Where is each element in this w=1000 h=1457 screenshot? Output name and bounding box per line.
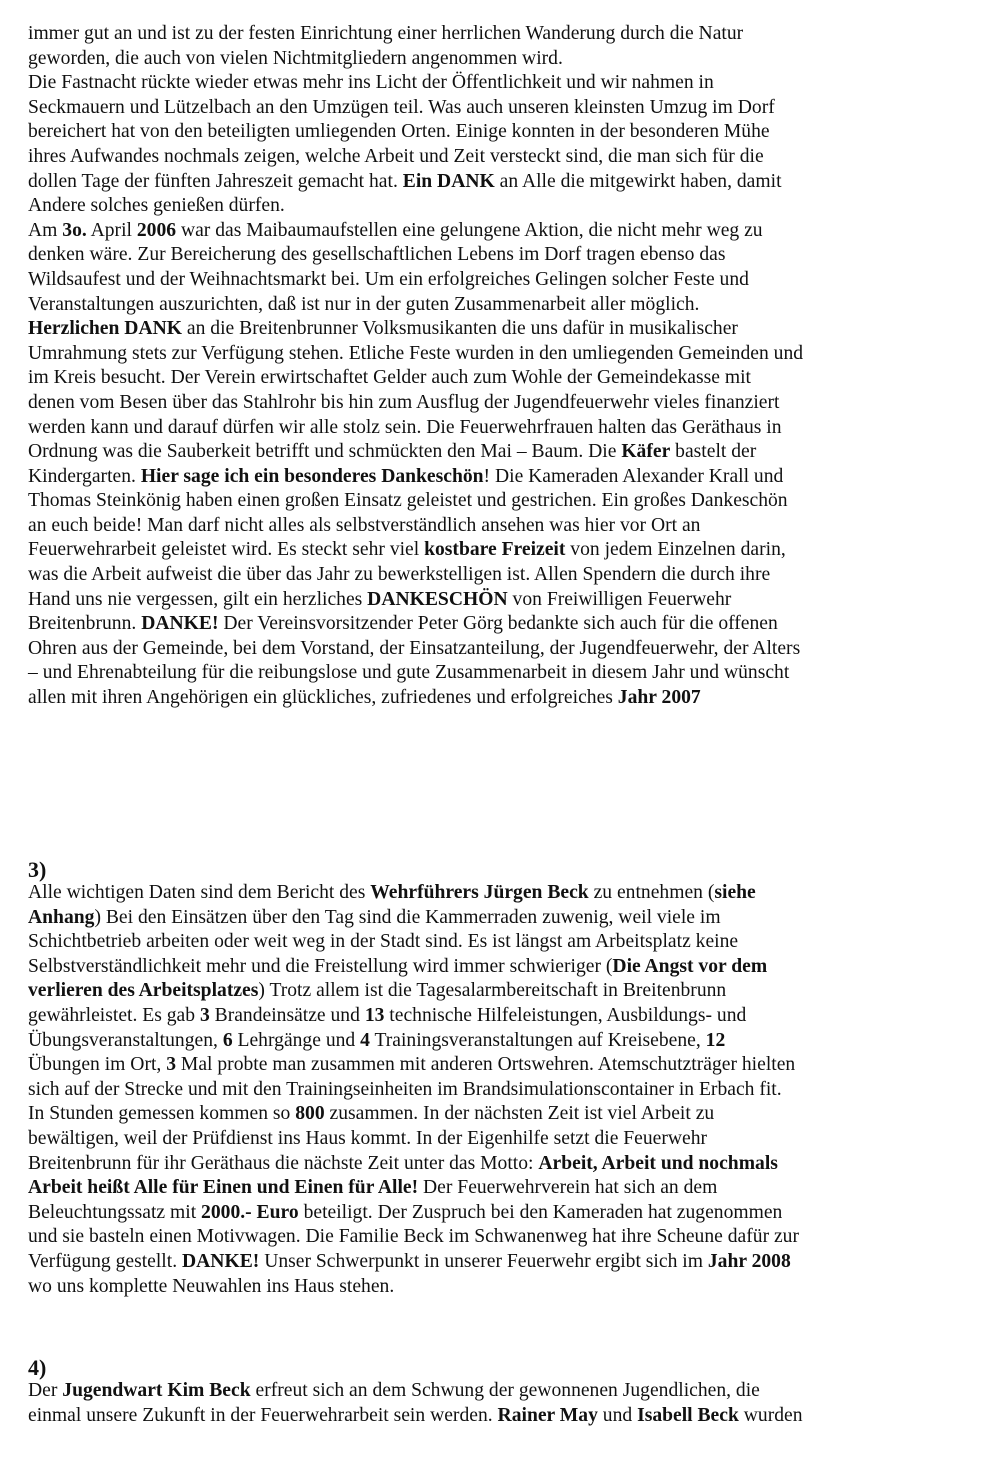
section-3 xyxy=(28,857,980,1299)
text-line xyxy=(28,391,980,416)
bold-text: Rainer May xyxy=(497,1404,598,1426)
bold-text: siehe xyxy=(714,882,756,903)
section-4-heading: 4) xyxy=(28,1355,47,1380)
text-run: Feuerwehrarbeit geleistet wird. Es steckt sehr viel xyxy=(28,539,425,561)
text-line xyxy=(28,268,980,293)
text-run: technische Hilfeleistungen, Ausbildungs- und xyxy=(384,1004,747,1026)
text-run: an Alle die mitgewirkt haben, damit xyxy=(494,170,782,192)
text-line xyxy=(28,71,980,96)
text-run: allen mit ihren Angehörigen ein glückliches, zufriedenes und erfolgreiches xyxy=(28,687,618,709)
text-run: ) Trotz allem ist die Tagesalarmbereitschaft in Breitenbrunn xyxy=(258,980,727,1002)
section-4 xyxy=(28,1355,980,1428)
text-run: denen vom Besen über das Stahlrohr bis hin zum Ausflug der Jugendfeuerwehr vieles finanziert xyxy=(28,391,780,413)
text-run: Breitenbrunn für ihr Geräthaus die nächste Zeit unter das Motto: xyxy=(28,1152,539,1174)
bold-text: Jahr 2008 xyxy=(707,1250,791,1272)
text-line xyxy=(28,1176,980,1201)
text-run: an euch beide! Man darf nicht alles als selbstverständlich ansehen was hier vor Ort an xyxy=(28,514,701,536)
text-line xyxy=(28,881,980,906)
bold-text: DANKE! xyxy=(141,613,219,635)
text-line xyxy=(28,145,980,170)
text-line xyxy=(28,612,980,637)
bold-text: Jugendwart Kim Beck xyxy=(62,1380,251,1401)
text-run: ! Die Kameraden Alexander Krall und xyxy=(483,465,784,487)
bold-text: Die Angst vor dem xyxy=(612,955,768,977)
text-run: ) Bei den Einsätzen über den Tag sind die Kammerraden zuwenig, weil viele im xyxy=(94,906,721,928)
text-run: immer gut an und ist zu der festen Einrichtung einer herrlichen Wanderung durch die Natur xyxy=(28,23,744,44)
text-line xyxy=(28,366,980,391)
text-run: bereichert hat von den beteiligten umliegenden Orten. Einige konnten in der besonderen Mühe xyxy=(28,121,770,143)
text-run: Lehrgänge und xyxy=(232,1029,361,1051)
text-run: ihres Aufwandes nochmals zeigen, welche Arbeit und Zeit versteckt sind, die man sich für die xyxy=(28,145,764,167)
text-line xyxy=(28,1152,980,1177)
text-line xyxy=(28,489,980,514)
text-run: wo uns komplette Neuwahlen ins Haus stehen. xyxy=(28,1275,395,1297)
text-line xyxy=(28,930,980,955)
bold-text: 2000.- Euro xyxy=(201,1201,299,1223)
text-run: Der Vereinsvorsitzender Peter Görg bedankte sich auch für die offenen xyxy=(218,613,778,635)
section-3-heading: 3) xyxy=(28,857,47,882)
text-line xyxy=(28,979,980,1004)
text-line xyxy=(28,1029,980,1054)
bold-text: Arbeit, Arbeit und nochmals xyxy=(538,1152,778,1174)
text-run: Seckmauern und Lützelbach an den Umzügen teil. Was auch unseren kleinsten Umzug im Dorf xyxy=(28,96,775,118)
text-line xyxy=(28,1053,980,1078)
bold-text: 4 xyxy=(360,1029,370,1051)
text-run: bastelt der xyxy=(670,441,757,463)
text-run: Beleuchtungssatz mit xyxy=(28,1201,202,1223)
bold-text: Hier sage ich ein besonderes Dankeschön xyxy=(140,465,484,487)
text-run: Am xyxy=(28,219,63,241)
text-line xyxy=(28,563,980,588)
bold-text: Wehrführers Jürgen Beck xyxy=(370,882,589,903)
text-run: an die Breitenbrunner Volksmusikanten die uns dafür in musikalischer xyxy=(182,318,738,340)
text-run: Umrahmung stets zur Verfügung stehen. Etliche Feste wurden in den umliegenden Gemeinden und xyxy=(28,342,804,364)
text-run: Hand uns nie vergessen, gilt ein herzliches xyxy=(28,588,368,610)
text-run: zusammen. In der nächsten Zeit ist viel Arbeit zu xyxy=(324,1103,715,1125)
text-line xyxy=(28,1275,980,1300)
text-run: Der Feuerwehrverein hat sich an dem xyxy=(418,1177,718,1199)
bold-text: Anhang xyxy=(28,906,95,928)
text-line xyxy=(28,1201,980,1226)
text-run: Wildsaufest und der Weihnachtsmarkt bei. Um ein erfolgreiches Gelingen solcher Feste und xyxy=(28,268,749,290)
text-run: von jedem Einzelnen darin, xyxy=(565,539,786,561)
text-run: Die Fastnacht rückte wieder etwas mehr ins Licht der Öffentlichkeit und wir nahmen in xyxy=(28,72,714,94)
bold-text: 3 xyxy=(166,1054,177,1076)
bold-text: 2006 xyxy=(136,219,177,241)
text-line xyxy=(28,661,980,686)
intro-section xyxy=(28,22,980,711)
bold-text: 12 xyxy=(705,1029,726,1051)
text-line xyxy=(28,22,980,47)
text-run: was die Arbeit aufweist die über das Jahr zu bewerkstelligen ist. Allen Spendern die durch ihre xyxy=(28,564,771,586)
text-run: Mal probte man zusammen mit anderen Ortswehren. Atemschutzträger hielten xyxy=(176,1054,796,1076)
text-run: bewältigen, weil der Prüfdienst ins Haus kommt. In der Eigenhilfe setzt die Feuerwehr xyxy=(28,1127,708,1149)
text-line xyxy=(28,906,980,931)
text-run: gewährleistet. Es gab xyxy=(28,1004,200,1026)
text-run: einmal unsere Zukunft in der Feuerwehrarbeit sein werden. xyxy=(28,1404,498,1426)
text-run: geworden, die auch von vielen Nichtmitgliedern angenommen wird. xyxy=(28,47,563,69)
text-run: Trainingsveranstaltungen auf Kreisebene, xyxy=(369,1029,706,1051)
text-line xyxy=(28,120,980,145)
text-run: Breitenbrunn. xyxy=(28,613,142,635)
text-line xyxy=(28,588,980,613)
text-line xyxy=(28,686,980,711)
bold-text: 3o. xyxy=(62,219,87,241)
text-run: und xyxy=(597,1404,638,1426)
text-run: Selbstverständlichkeit mehr und die Freistellung wird immer schwieriger ( xyxy=(28,955,613,977)
text-line xyxy=(28,1379,980,1404)
text-line xyxy=(28,1127,980,1152)
text-line xyxy=(28,1225,980,1250)
text-run: von Freiwilligen Feuerwehr xyxy=(507,588,732,610)
text-line xyxy=(28,219,980,244)
text-run: Ohren aus der Gemeinde, bei dem Vorstand, der Einsatzanteilung, der Jugendfeuerwehr, der Alters xyxy=(28,637,801,659)
text-run: Ordnung was die Sauberkeit betrifft und schmückten den Mai – Baum. Die xyxy=(28,441,622,463)
text-run: Kindergarten. xyxy=(28,465,141,487)
bold-text: Herzlichen DANK xyxy=(28,318,182,340)
text-run: Übungen im Ort, xyxy=(28,1054,167,1076)
text-run: Veranstaltungen auszurichten, daß ist nur in der guten Zusammenarbeit aller möglich. xyxy=(28,293,700,315)
text-run: im Kreis besucht. Der Verein erwirtschaftet Gelder auch zum Wohle der Gemeindekasse mit xyxy=(28,367,751,389)
text-run: Brandeinsätze und xyxy=(209,1004,365,1026)
text-run: Unser Schwerpunkt in unserer Feuerwehr ergibt sich im xyxy=(259,1250,708,1272)
text-run: zu entnehmen ( xyxy=(588,882,715,903)
text-line xyxy=(28,342,980,367)
bold-text: 13 xyxy=(364,1004,385,1026)
text-run: sich auf der Strecke und mit den Trainingseinheiten im Brandsimulationscontainer in Erbach fit. xyxy=(28,1078,782,1100)
text-line xyxy=(28,1078,980,1103)
text-run: Alle wichtigen Daten sind dem Bericht des xyxy=(28,882,371,903)
text-run: denken wäre. Zur Bereicherung des gesellschaftlichen Lebens im Dorf tragen ebenso das xyxy=(28,244,726,266)
text-run: beteiligt. Der Zuspruch bei den Kameraden hat zugenommen xyxy=(298,1201,783,1223)
text-line xyxy=(28,47,980,72)
text-line xyxy=(28,416,980,441)
text-run: Verfügung gestellt. xyxy=(28,1250,182,1272)
text-run: Andere solches genießen dürfen. xyxy=(28,195,285,217)
bold-text: DANKESCHÖN xyxy=(367,588,508,610)
text-line xyxy=(28,538,980,563)
text-run: Schichtbetrieb arbeiten oder weit weg in der Stadt sind. Es ist längst am Arbeitsplatz keine xyxy=(28,931,739,953)
bold-text: 3 xyxy=(199,1004,210,1026)
text-line xyxy=(28,194,980,219)
text-line xyxy=(28,96,980,121)
bold-text: verlieren des Arbeitsplatzes xyxy=(28,980,259,1002)
text-line xyxy=(28,1102,980,1127)
text-line xyxy=(28,243,980,268)
text-run: Thomas Steinkönig haben einen großen Einsatz geleistet und gestrichen. Ein großes Dankeschön xyxy=(28,490,788,512)
bold-text: Arbeit heißt Alle für Einen und Einen für Alle! xyxy=(28,1177,419,1199)
text-line xyxy=(28,170,980,195)
text-line xyxy=(28,293,980,318)
text-run: April xyxy=(86,219,137,241)
text-line xyxy=(28,465,980,490)
text-run: wurden xyxy=(738,1404,803,1426)
text-line xyxy=(28,317,980,342)
text-run: und sie basteln einen Motivwagen. Die Familie Beck im Schwanenweg hat ihre Scheune dafür zur xyxy=(28,1226,800,1248)
text-run: Übungsveranstaltungen, xyxy=(28,1029,223,1051)
bold-text: kostbare Freizeit xyxy=(424,539,566,561)
text-line xyxy=(28,514,980,539)
text-line xyxy=(28,1004,980,1029)
bold-text: Isabell Beck xyxy=(637,1404,739,1426)
bold-text: 6 xyxy=(222,1029,233,1051)
text-run: erfreut sich an dem Schwung der gewonnenen Jugendlichen, die xyxy=(250,1380,760,1401)
text-line xyxy=(28,1250,980,1275)
text-line xyxy=(28,1404,980,1429)
text-line xyxy=(28,955,980,980)
text-run: war das Maibaumaufstellen eine gelungene Aktion, die nicht mehr weg zu xyxy=(176,219,763,241)
text-run: dollen Tage der fünften Jahreszeit gemacht hat. xyxy=(28,170,403,192)
bold-text: Käfer xyxy=(621,441,671,463)
text-line xyxy=(28,637,980,662)
bold-text: Jahr 2007 xyxy=(617,687,701,709)
text-run: – und Ehrenabteilung für die reibungslose und gute Zusammenarbeit in diesem Jahr und wünscht xyxy=(28,662,790,684)
text-run: werden kann und darauf dürfen wir alle stolz sein. Die Feuerwehrfrauen halten das Geräthaus in xyxy=(28,416,782,438)
bold-text: 800 xyxy=(295,1103,325,1125)
text-run: Der xyxy=(28,1380,63,1401)
text-line xyxy=(28,440,980,465)
text-run: In Stunden gemessen kommen so xyxy=(28,1103,296,1125)
bold-text: Ein DANK xyxy=(402,170,495,192)
bold-text: DANKE! xyxy=(182,1250,260,1272)
